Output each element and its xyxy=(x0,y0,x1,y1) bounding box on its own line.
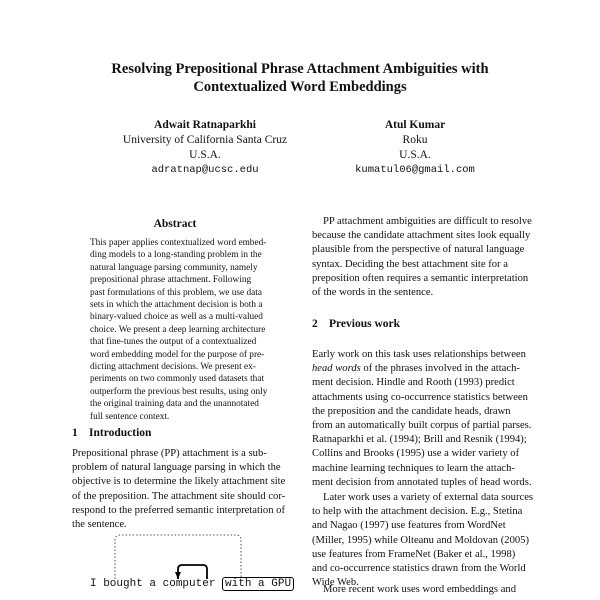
right-intro-line: PP attachment ambiguities are difficult to resolve xyxy=(323,216,532,227)
intro-line: objective is to determine the likely attachment site xyxy=(72,476,286,488)
abstract-line: full sentence context. xyxy=(90,411,170,422)
right-intro-line: because the candidate attachment sites look equally xyxy=(312,230,531,242)
intro-line: Prepositional phrase (PP) attachment is a sub- xyxy=(72,448,267,459)
author-name: Atul Kumar xyxy=(384,119,446,131)
abstract-line: dicting attachment decisions. We present ex- xyxy=(90,362,256,373)
pw-line: the preposition and the candidate heads, drawn xyxy=(312,405,511,417)
author-block-1 xyxy=(95,118,315,178)
previous-work-paragraph-2 xyxy=(312,491,534,590)
intro-paragraph xyxy=(72,447,295,532)
paper-title xyxy=(60,60,540,96)
author-block-2 xyxy=(305,118,525,178)
abstract-line: choice. We present a deep learning architecture xyxy=(90,324,266,335)
right-intro-paragraph xyxy=(312,215,534,300)
author-affiliation: Roku xyxy=(402,134,428,146)
abstract-line: natural language parsing community, namely xyxy=(90,262,258,273)
author-country: U.S.A. xyxy=(399,149,431,161)
pw2-line: use features from FrameNet (Baker et al., 1998) xyxy=(312,548,516,560)
pw-line: ment decision. Hindle and Rooth (1993) predict xyxy=(312,377,515,389)
abstract-heading: Abstract xyxy=(153,218,197,230)
title-line-2: Contextualized Word Embeddings xyxy=(193,79,407,95)
author-email[interactable]: adratnap@ucsc.edu xyxy=(151,164,259,176)
pw-line-rest: of the phrases involved in the attach- xyxy=(360,363,520,375)
intro-line: problem of natural language parsing in which the xyxy=(72,462,281,474)
right-intro-line: plausible from the perspective of natural language xyxy=(312,244,525,256)
abstract-line: that fine-tunes the output of a contextualized xyxy=(90,337,257,348)
author-email[interactable]: kumatul06@gmail.com xyxy=(355,164,475,176)
abstract-line: binary-valued choice as well as a multi-valued xyxy=(90,312,263,323)
author-name: Adwait Ratnaparkhi xyxy=(154,119,256,131)
example-pp-box: with a GPU xyxy=(222,577,294,591)
abstract-line: sets in which the attachment decision is both a xyxy=(90,300,263,311)
section-2-heading xyxy=(312,318,400,330)
abstract-line: periments on two commonly used datasets that xyxy=(90,374,265,385)
author-country: U.S.A. xyxy=(189,149,221,161)
abstract-line: the original training data and the unannotated xyxy=(90,399,259,410)
abstract-line: outperform the previous best results, using only xyxy=(90,386,268,397)
pw-line-italic xyxy=(312,362,534,376)
title-line-1: Resolving Prepositional Phrase Attachment Ambiguities with xyxy=(111,61,489,77)
previous-work-paragraph-3 xyxy=(312,583,534,597)
right-intro-line: preposition often requires a semantic interpretation xyxy=(312,272,529,284)
abstract-line: prepositional phrase attachment. Following xyxy=(90,275,252,286)
intro-line: respond to the preferred semantic interpretation of xyxy=(72,504,285,516)
intro-line: the sentence. xyxy=(72,519,127,531)
pw-line: Ratnaparkhi et al. (1994); Brill and Resnik (1994); xyxy=(312,434,527,446)
abstract-line: ding models to a long-standing problem in the xyxy=(90,250,262,261)
pw2-line: Wide Web. xyxy=(312,577,359,589)
pw2-line: and co-occurrence statistics drawn from the World xyxy=(312,563,526,575)
abstract-line: past formulations of this problem, we use data xyxy=(90,287,262,298)
section-number: 2 xyxy=(312,318,318,330)
pw2-line: Later work uses a variety of external data sources xyxy=(323,492,534,503)
pw2-line: and Nagao (1997) use features from WordNet xyxy=(312,520,506,532)
right-intro-line: syntax. Deciding the best attachment site for a xyxy=(312,258,508,270)
pw-line: Early work on this task uses relationships between xyxy=(312,349,526,360)
example-sentence xyxy=(90,577,294,591)
section-title: Previous work xyxy=(329,318,401,330)
pw3-line: More recent work uses word embeddings and xyxy=(323,584,516,595)
pw-line: attachments using co-occurrence statistics between xyxy=(312,391,528,403)
italic-term: head words xyxy=(312,363,361,375)
abstract-line: This paper applies contextualized word embed- xyxy=(90,238,267,248)
attachment-arcs xyxy=(85,528,260,583)
abstract-text xyxy=(90,237,300,423)
pw-line: machine learning techniques to learn the attach- xyxy=(312,462,515,474)
section-1-heading xyxy=(72,427,151,439)
right-intro-line: of the words in the sentence. xyxy=(312,287,434,299)
author-affiliation: University of California Santa Cruz xyxy=(122,134,288,146)
pw2-line: to help with the attachment decision. E.g., Stetina xyxy=(312,506,523,518)
section-number: 1 xyxy=(72,427,78,439)
previous-work-paragraph-1 xyxy=(312,348,534,490)
pw-line: ment decision from annotated tuples of head words. xyxy=(312,476,532,488)
abstract-line: word embedding model for the purpose of pre- xyxy=(90,349,265,360)
pw-line: Collins and Brooks (1995) use a wider variety of xyxy=(312,448,520,460)
section-title: Introduction xyxy=(89,427,152,439)
intro-line: of the preposition. The attachment site should cor- xyxy=(72,490,286,502)
example-before: I bought a computer xyxy=(90,578,216,590)
pw-line: from an automatically built corpus of partial parses. xyxy=(312,420,532,432)
pw2-line: (Miller, 1995) while Olteanu and Moldovan (2005) xyxy=(312,534,529,546)
